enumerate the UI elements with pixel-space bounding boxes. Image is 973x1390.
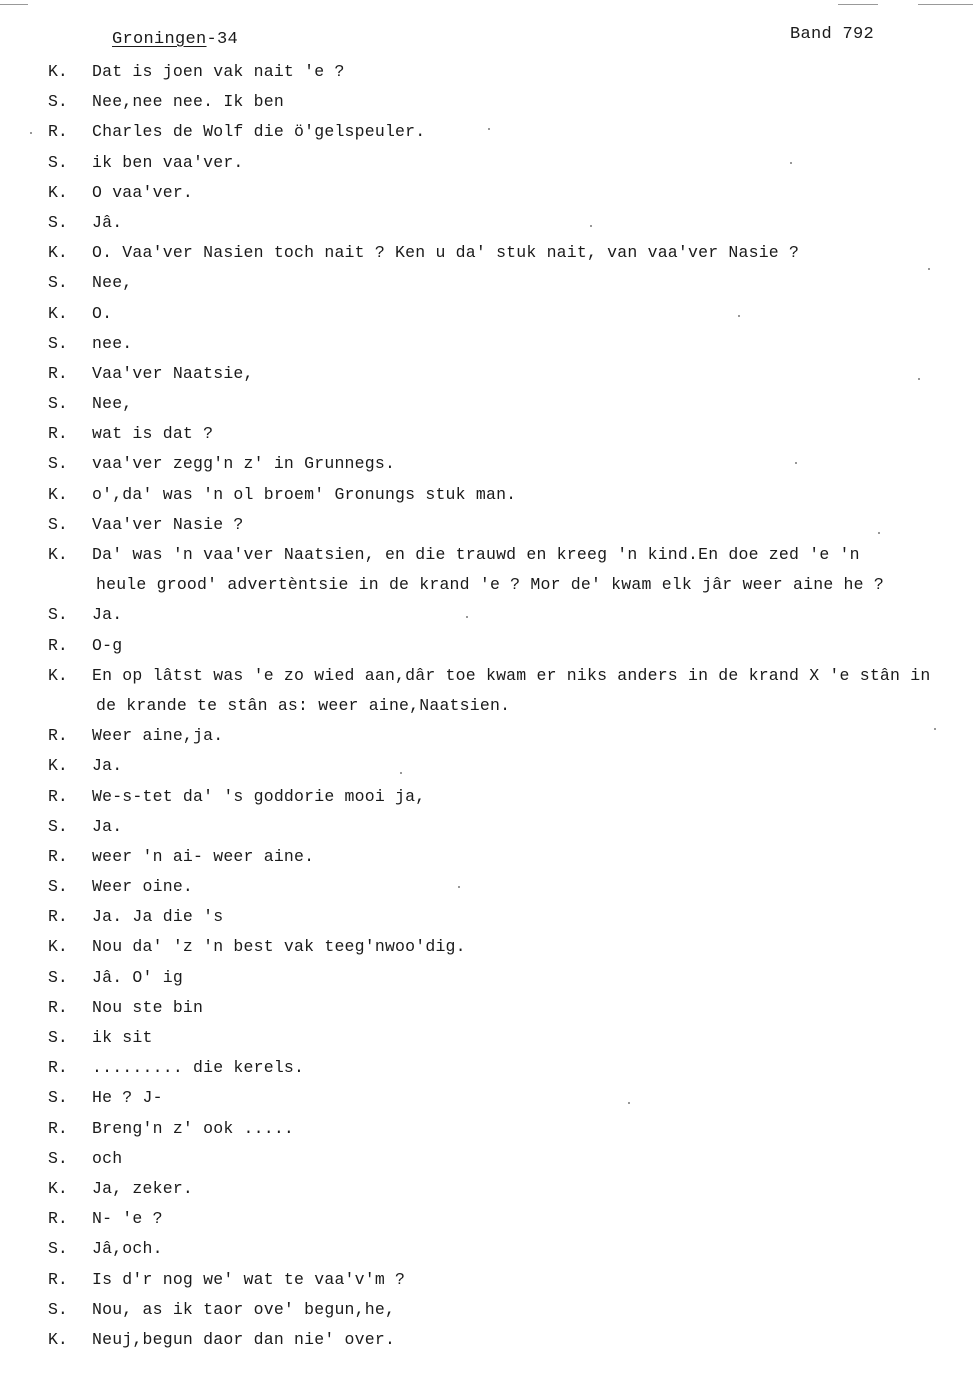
utterance-text: Ja. <box>92 605 123 625</box>
utterance-text: O vaa'ver. <box>92 182 194 202</box>
dialogue-line <box>0 1266 973 1296</box>
dialogue-line <box>0 571 973 601</box>
dialogue-line <box>0 1084 973 1114</box>
dialogue-line <box>0 1326 973 1356</box>
utterance-text: Ja, zeker. <box>92 1178 194 1198</box>
dialogue-line <box>0 722 973 752</box>
dialogue-line <box>0 813 973 843</box>
dialogue-line <box>0 692 973 722</box>
dialogue-line <box>0 118 973 148</box>
speaker-label: R. <box>48 424 68 444</box>
speaker-label: R. <box>48 726 68 746</box>
speaker-label: R. <box>48 1269 68 1289</box>
utterance-text: Ja. <box>92 816 123 836</box>
utterance-text: Jâ,och. <box>92 1239 163 1259</box>
dialogue-line <box>0 149 973 179</box>
speaker-label: S. <box>48 1299 68 1319</box>
speaker-label: S. <box>48 605 68 625</box>
speaker-label: S. <box>48 273 68 293</box>
utterance-text: Is d'r nog we' wat te vaa'v'm ? <box>92 1269 406 1289</box>
speaker-label: R. <box>48 997 68 1017</box>
utterance-text: Dat is joen vak nait 'e ? <box>92 62 345 81</box>
scan-speck <box>790 162 792 164</box>
speaker-label: S. <box>48 152 68 172</box>
speaker-label: S. <box>48 1239 68 1259</box>
dialogue-line <box>0 511 973 541</box>
dialogue-line <box>0 541 973 571</box>
dialogue-line <box>0 420 973 450</box>
dialogue-line <box>0 1115 973 1145</box>
dialogue-line <box>0 300 973 330</box>
utterance-text: weer 'n ai- weer aine. <box>92 846 315 866</box>
speaker-label: R. <box>48 635 68 655</box>
scan-mark <box>838 4 878 5</box>
utterance-text: Ja. <box>92 756 123 776</box>
page-title <box>112 30 238 49</box>
utterance-text: de krande te stân as: weer aine,Naatsien. <box>96 695 511 715</box>
dialogue-line <box>0 601 973 631</box>
dialogue-line <box>0 752 973 782</box>
utterance-text: N- 'e ? <box>92 1209 163 1229</box>
speaker-label: S. <box>48 394 68 414</box>
utterance-text: Nou, as ik taor ove' begun,he, <box>92 1299 396 1319</box>
utterance-text: heule grood' advertèntsie in de krand 'e ? Mor de' kwam elk jâr weer aine he ? <box>96 575 884 595</box>
utterance-text: ......... die kerels. <box>92 1058 305 1078</box>
speaker-label: S. <box>48 333 68 353</box>
speaker-label: R. <box>48 786 68 806</box>
speaker-label: R. <box>48 122 68 142</box>
utterance-text: We-s-tet da' 's goddorie mooi ja, <box>92 786 426 806</box>
dialogue-line <box>0 783 973 813</box>
speaker-label: K. <box>48 303 68 323</box>
scan-speck <box>488 128 490 130</box>
dialogue-line <box>0 239 973 269</box>
speaker-label: R. <box>48 1209 68 1229</box>
scan-speck <box>738 315 740 317</box>
dialogue-line <box>0 1024 973 1054</box>
utterance-text: wat is dat ? <box>92 424 214 444</box>
speaker-label: K. <box>48 1178 68 1198</box>
utterance-text: Nee,nee nee. Ik ben <box>92 92 284 112</box>
speaker-label: S. <box>48 1088 68 1108</box>
scan-speck <box>878 532 880 534</box>
speaker-label: K. <box>48 182 68 202</box>
dialogue-line <box>0 179 973 209</box>
scan-speck <box>918 378 920 380</box>
speaker-label: K. <box>48 756 68 776</box>
scan-mark <box>0 4 28 5</box>
speaker-label: S. <box>48 1028 68 1047</box>
speaker-label: K. <box>48 484 68 504</box>
utterance-text: Nee, <box>92 273 133 293</box>
dialogue-line <box>0 903 973 933</box>
utterance-text: nee. <box>92 333 133 353</box>
dialogue-line <box>0 209 973 239</box>
utterance-text: Breng'n z' ook ..... <box>92 1118 295 1138</box>
utterance-text: Jâ. O' ig <box>92 967 183 987</box>
speaker-label: K. <box>48 665 68 685</box>
utterance-text: Weer aine,ja. <box>92 726 224 746</box>
utterance-text: Weer oine. <box>92 877 194 897</box>
dialogue-line <box>0 1235 973 1265</box>
dialogue-line <box>0 662 973 692</box>
dialogue-line <box>0 481 973 511</box>
dialogue-line <box>0 873 973 903</box>
speaker-label: S. <box>48 514 68 534</box>
utterance-text: O-g <box>92 635 123 655</box>
band-number: Band 792 <box>790 25 875 44</box>
scan-speck <box>928 268 930 270</box>
scan-speck <box>795 462 797 464</box>
speaker-label: S. <box>48 92 68 112</box>
speaker-label: K. <box>48 937 68 957</box>
utterance-text: Nee, <box>92 394 133 414</box>
dialogue-line <box>0 632 973 662</box>
dialogue-line <box>0 933 973 963</box>
scan-speck <box>458 886 460 888</box>
speaker-label: S. <box>48 877 68 897</box>
dialogue-line <box>0 1054 973 1084</box>
speaker-label: K. <box>48 545 68 564</box>
dialogue-line <box>0 994 973 1024</box>
title-suffix: -34 <box>206 30 239 49</box>
scan-speck <box>934 728 936 730</box>
dialogue-line <box>0 330 973 360</box>
utterance-text: och <box>92 1148 123 1168</box>
dialogue-line <box>0 450 973 480</box>
speaker-label: R. <box>48 846 68 866</box>
dialogue-line <box>0 88 973 118</box>
dialogue-line <box>0 843 973 873</box>
scan-mark <box>918 4 973 5</box>
dialogue-line <box>0 1145 973 1175</box>
dialogue-lines <box>0 58 973 1356</box>
speaker-label: K. <box>48 1329 68 1349</box>
scan-speck <box>400 772 402 774</box>
speaker-label: S. <box>48 1148 68 1168</box>
dialogue-line <box>0 1175 973 1205</box>
utterance-text: Ja. Ja die 's <box>92 907 224 927</box>
speaker-label: S. <box>48 816 68 836</box>
speaker-label: R. <box>48 363 68 383</box>
dialogue-line <box>0 1205 973 1235</box>
utterance-text: o',da' was 'n ol broem' Gronungs stuk man. <box>92 484 517 504</box>
dialogue-line <box>0 390 973 420</box>
utterance-text: Nou da' 'z 'n best vak teeg'nwoo'dig. <box>92 937 466 957</box>
speaker-label: S. <box>48 212 68 232</box>
speaker-label: S. <box>48 967 68 987</box>
utterance-text: O. <box>92 303 113 323</box>
dialogue-line <box>0 58 973 88</box>
speaker-label: R. <box>48 907 68 927</box>
utterance-text: O. Vaa'ver Nasien toch nait ? Ken u da' stuk nait, van vaa'ver Nasie ? <box>92 243 800 263</box>
speaker-label: K. <box>48 62 68 81</box>
utterance-text: Nou ste bin <box>92 997 204 1017</box>
utterance-text: En op lâtst was 'e zo wied aan,dâr toe kwam er niks anders in de krand X 'e stân in <box>92 665 931 685</box>
scan-speck <box>590 225 592 227</box>
utterance-text: Vaa'ver Nasie ? <box>92 514 244 534</box>
speaker-label: R. <box>48 1058 68 1078</box>
dialogue-line <box>0 269 973 299</box>
utterance-text: Vaa'ver Naatsie, <box>92 363 254 383</box>
utterance-text: Jâ. <box>92 212 123 232</box>
dialogue-line <box>0 1296 973 1326</box>
scan-speck <box>628 1102 630 1104</box>
utterance-text: Charles de Wolf die ö'gelspeuler. <box>92 122 426 142</box>
utterance-text: ik sit <box>92 1028 153 1047</box>
title-prefix: Groningen <box>112 30 207 49</box>
scan-speck <box>30 132 32 134</box>
speaker-label: K. <box>48 243 68 263</box>
scan-speck <box>466 616 468 618</box>
speaker-label: R. <box>48 1118 68 1138</box>
utterance-text: He ? J- <box>92 1088 163 1108</box>
utterance-text: Neuj,begun daor dan nie' over. <box>92 1329 396 1349</box>
dialogue-line <box>0 360 973 390</box>
dialogue-line <box>0 964 973 994</box>
utterance-text: ik ben vaa'ver. <box>92 152 244 172</box>
speaker-label: S. <box>48 454 68 474</box>
utterance-text: Da' was 'n vaa'ver Naatsien, en die trauwd en kreeg 'n kind.En doe zed 'e 'n <box>92 545 860 564</box>
utterance-text: vaa'ver zegg'n z' in Grunnegs. <box>92 454 396 474</box>
